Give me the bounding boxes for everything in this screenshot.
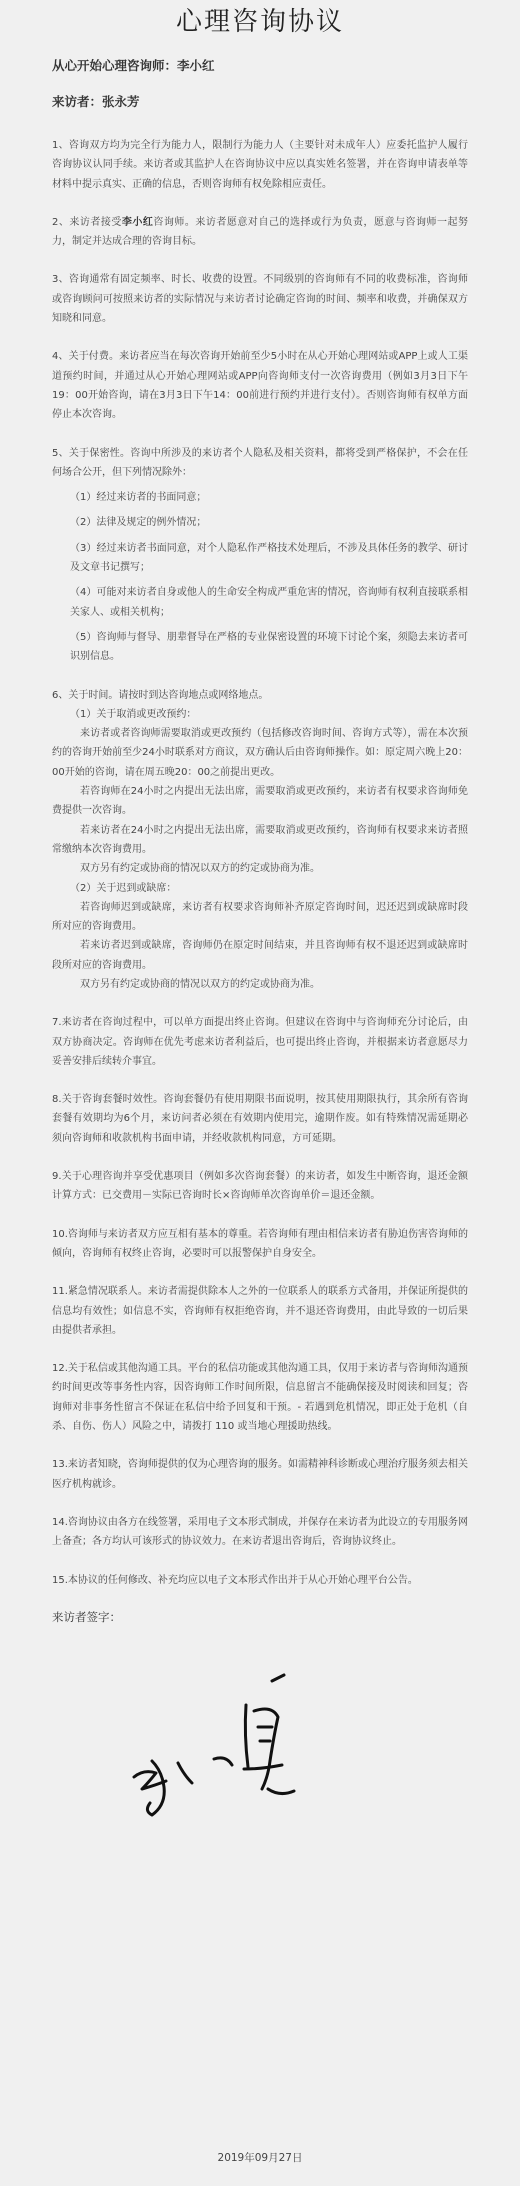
clause-6-sub-2-heading: （2）关于迟到或缺席： — [70, 882, 177, 894]
clause-5-item-2: （2）法律及规定的例外情况； — [70, 517, 207, 529]
clause-4: 4、关于付费。来访者应当在每次咨询开始前至少5小时在从心开始心理网站或APP上或人工渠道预约时间，并通过从心开始心理网站或APP向咨询师支付一次咨询费用（例如3月3日下午19：00开始咨询，请在3月3日下午14：00前进行预约并进行支付）。否则咨询师有权单方面停止本次咨询。 — [52, 351, 468, 421]
clause-8: 8.关于咨询套餐时效性。咨询套餐仍有使用期限书面说明，按其使用期限执行，其余所有咨询套餐有效期均为6个月，来访问者必须在有效期内使用完，逾期作废。如有特殊情况需延期必须向咨询师和收款机构书面申请，并经收款机构同意，方可延期。 — [52, 1094, 468, 1144]
clause-1: 1、咨询双方均为完全行为能力人，限制行为能力人（主要针对未成年人）应委托监护人履行咨询协议认同手续。来访者或其监护人在咨询协议中应以真实姓名签署，并在咨询申请表单等材料中提示真实、正确的信息，否则咨询师有权免除相应责任。 — [52, 140, 468, 190]
clause-6-sub-2-c: 双方另有约定或协商的情况以双方的约定或协商为准。 — [80, 978, 320, 990]
clause-5-item-5: （5）咨询师与督导、朋辈督导在严格的专业保密设置的环境下讨论个案，须隐去来访者可识别信息。 — [70, 631, 468, 663]
clause-6-intro: 6、关于时间。请按时到达咨询地点或网络地点。 — [52, 689, 269, 701]
clause-15: 15.本协议的任何修改、补充均应以电子文本形式作出并于从心开始心理平台公告。 — [52, 1574, 418, 1586]
clause-5 — [52, 444, 468, 667]
clause-2-part-a: 2、来访者接受 — [52, 216, 122, 228]
counselor-line: 从心开始心理咨询师：李小红 — [52, 58, 215, 73]
clause-6-sub-1-a: 来访者或者咨询师需要取消或更改预约（包括修改咨询时间、咨询方式等），需在本次预约的咨询开始前至少24小时联系对方商议，双方确认后由咨询师操作。如：原定周六晚上20：00开始的咨询，请在周五晚20：00之前提出更改。 — [52, 728, 468, 778]
clause-5-item-3: （3）经过来访者书面同意，对个人隐私作严格技术处理后，不涉及具体任务的教学、研讨及文章书记撰写； — [70, 542, 468, 574]
clause-7: 7.来访者在咨询过程中，可以单方面提出终止咨询。但建议在咨询中与咨询师充分讨论后，由双方协商决定。咨询师在优先考虑来访者利益后，也可提出终止咨询，并根据来访者意愿尽力妥善安排后续转介事宜。 — [52, 1017, 468, 1067]
clause-6-sub-2-a: 若咨询师迟到或缺席，来访者有权要求咨询师补齐原定咨询时间，迟还迟到或缺席时段所对应的咨询费用。 — [52, 901, 468, 933]
clause-6-sub-2-b: 若来访者迟到或缺席，咨询师仍在原定时间结束，并且咨询师有权不退还迟到或缺席时段所对应的咨询费用。 — [52, 940, 468, 971]
clause-10: 10.咨询师与来访者双方应互相有基本的尊重。若咨询师有理由相信来访者有胁迫伤害咨询师的倾向，咨询师有权终止咨询，必要时可以报警保护自身安全。 — [52, 1228, 468, 1259]
clause-6-sub-1-heading: （1）关于取消或更改预约： — [70, 708, 197, 720]
clause-6-sub-1-b: 若咨询师在24小时之内提出无法出席，需要取消或更改预约，来访者有权要求咨询师免费提供一次咨询。 — [52, 786, 468, 817]
clause-2-part-c: 咨询师。来访者愿意对自己的选择或行为负责，愿意与咨询师一起努力，制定并达成合理的咨询目标。 — [52, 216, 468, 248]
clause-5-intro: 5、关于保密性。咨询中所涉及的来访者个人隐私及相关资料，都将受到严格保护，不会在任何场合公开，但下列情况除外： — [52, 447, 468, 478]
clause-11: 11.紧急情况联系人。来访者需提供除本人之外的一位联系人的联系方式备用，并保证所提供的信息均有效性；如信息不实，咨询师有权拒绝咨询，并不退还咨询费用，由此导致的一切后果由提供者承担。 — [52, 1286, 468, 1336]
clause-14: 14.咨询协议由各方在线签署，采用电子文本形式制成，并保存在来访者为此设立的专用服务网上备查；各方均认可该形式的协议效力。在来访者退出咨询后，咨询协议终止。 — [52, 1516, 468, 1548]
page-title: 心理咨询协议 — [175, 7, 344, 37]
clause-5-item-4: （4）可能对来访者自身或他人的生命安全构成严重危害的情况，咨询师有权利直接联系相关家人、或相关机构； — [70, 587, 468, 618]
clause-9: 9.关于心理咨询并享受优惠项目（例如多次咨询套餐）的来访者，如发生中断咨询，退还金额计算方式：已交费用－实际已咨询时长×咨询师单次咨询单价＝退还金额。 — [52, 1171, 468, 1202]
clause-2-counselor-name: 李小红 — [121, 216, 154, 228]
handwritten-signature — [122, 1665, 322, 1825]
clause-6 — [52, 686, 468, 995]
clause-3: 3、咨询通常有固定频率、时长、收费的设置。不同级别的咨询师有不同的收费标准，咨询师或咨询顾问可按照来访者的实际情况与来访者讨论确定咨询的时间、频率和收费，并确保双方知晓和同意。 — [52, 274, 468, 325]
clause-5-item-1: （1）经过来访者的书面同意； — [70, 492, 207, 504]
clause-6-sub-1-c: 若来访者在24小时之内提出无法出席，需要取消或更改预约，咨询师有权要求来访者照常缴纳本次咨询费用。 — [52, 824, 468, 855]
clause-2 — [52, 213, 468, 252]
clause-6-sub-1-d: 双方另有约定或协商的情况以双方的约定或协商为准。 — [80, 863, 320, 875]
agreement-date: 2019年09月27日 — [217, 2152, 303, 2164]
clause-13: 13.来访者知晓，咨询师提供的仅为心理咨询的服务。如需精神科诊断或心理治疗服务须去相关医疗机构就诊。 — [52, 1459, 468, 1490]
client-line: 来访者：张永芳 — [52, 94, 140, 109]
signature-area — [52, 1625, 468, 1865]
signature-label: 来访者签字： — [52, 1609, 121, 1624]
clause-12: 12.关于私信或其他沟通工具。平台的私信功能或其他沟通工具，仅用于来访者与咨询师沟通预约时间更改等事务性内容，因咨询师工作时间所限，信息留言不能确保接及时阅读和回复；咨询师对非事务性留言不保证在私信中给予回复和干预。- 若遇到危机情况，即正处于危机（自杀、自伤、伤人）风险之中，请拨打 110 或当地心理援助热线。 — [52, 1363, 468, 1433]
